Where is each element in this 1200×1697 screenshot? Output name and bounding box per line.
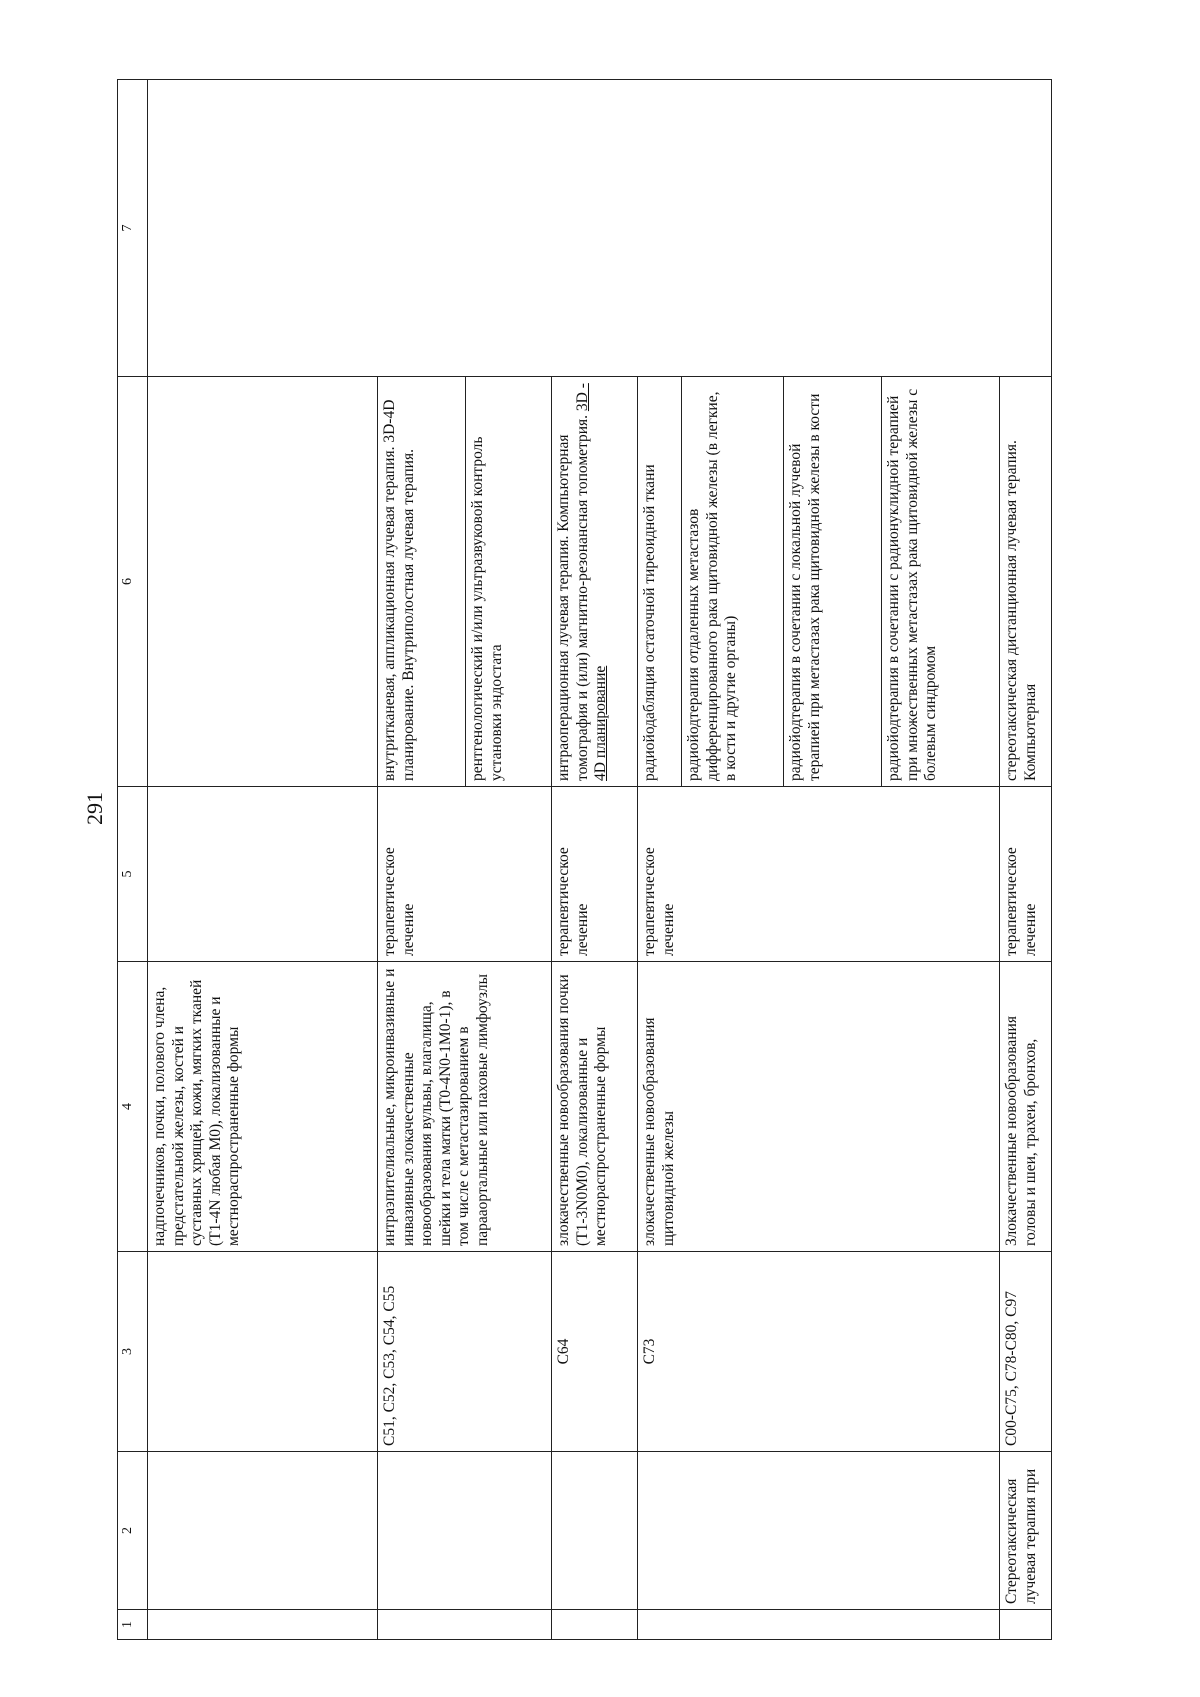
treatment-type-cell: терапевтическое лечение: [378, 787, 552, 962]
icd-codes-cell: C51, C52, C53, C54, C55: [378, 1252, 552, 1452]
treatment-method-cell: [552, 377, 638, 787]
treatment-method-cell: радиойодабляция остаточной тиреоидной ткани: [638, 377, 682, 787]
column-number-5: 5: [118, 787, 148, 962]
diagnosis-cell: злокачественные новообразования почки (T1-3N0M0), локализованные и местнораспространенные формы: [552, 962, 638, 1252]
cell-empty: [378, 1452, 552, 1610]
column-number-1: 1: [118, 1610, 148, 1640]
column-number-3: 3: [118, 1252, 148, 1452]
cell-empty: [1000, 1610, 1052, 1640]
page-number: 291: [82, 792, 107, 825]
cell-empty: [148, 1452, 378, 1610]
diagnosis-cell: Злокачественные новообразования головы и шеи, трахеи, бронхов,: [1000, 962, 1052, 1252]
cell-empty: [148, 1252, 378, 1452]
treatment-type-cell: терапевтическое лечение: [1000, 787, 1052, 962]
treatment-type-cell: терапевтическое лечение: [552, 787, 638, 962]
treatment-method-cell: радиойодтерапия в сочетании с радионуклидной терапией при множественных метастазах рака щитовидной железы с болевым синдромом: [882, 377, 1000, 787]
treatment-method-cell: радиойодтерапия в сочетании с локальной лучевой терапией при метастазах рака щитовидной железы в кости: [784, 377, 882, 787]
rotated-table-container: [117, 80, 1052, 1640]
cell-empty: [552, 1452, 638, 1610]
column-number-7: 7: [118, 80, 148, 377]
treatment-method-underlined: 3D - 4D планирование: [573, 383, 610, 781]
diagnosis-cell: интраэпителиальные, микроинвазивные и инвазивные злокачественные новообразования вульвы, влагалища, шейки и тела матки (T0-4N0-1M0-1), в том числе с метастазированием в парааортальные или паховые лимфоузлы: [378, 962, 552, 1252]
treatment-type-cell: терапевтическое лечение: [638, 787, 1000, 962]
column-number-row: [118, 80, 148, 1640]
cell-empty: [148, 377, 378, 787]
cell-empty: [552, 1610, 638, 1640]
icd-codes-cell: C64: [552, 1252, 638, 1452]
cell-empty: [378, 1610, 552, 1640]
cell-empty: [148, 787, 378, 962]
treatment-method-cell: радиойодтерапия отдаленных метастазов дифференцированного рака щитовидной железы (в легкие, в кости и другие органы): [682, 377, 784, 787]
icd-codes-cell: C73: [638, 1252, 1000, 1452]
cell-empty: [148, 1610, 378, 1640]
icd-codes-cell: C00-C75, C78-C80, C97: [1000, 1252, 1052, 1452]
column-number-4: 4: [118, 962, 148, 1252]
column-7-cell: [148, 80, 1052, 377]
treatment-method-text: интраоперационная лучевая терапия. Компьютерная томография и (или) магнитно-резонансная топометрия.: [555, 414, 591, 781]
column-number-2: 2: [118, 1452, 148, 1610]
cell-empty: [638, 1610, 1000, 1640]
cell-empty: [638, 1452, 1000, 1610]
column-number-6: 6: [118, 377, 148, 787]
medical-care-table: [117, 79, 1052, 1640]
treatment-method-cell: рентгенологический и/или ультразвуковой контроль установки эндостата: [466, 377, 552, 787]
treatment-method-cell: стереотаксическая дистанционная лучевая терапия. Компьютерная: [1000, 377, 1052, 787]
diagnosis-cell: надпочечников, почки, полового члена, предстательной железы, костей и суставных хрящей, кожи, мягких тканей (T1-4N любая M0), локализованные и местнораспространенные формы: [148, 962, 378, 1252]
procedure-name-cell: Стереотаксическая лучевая терапия при: [1000, 1452, 1052, 1610]
diagnosis-cell: злокачественные новообразования щитовидной железы: [638, 962, 1000, 1252]
table-row: [148, 80, 378, 1640]
treatment-method-cell: внутритканевая, аппликационная лучевая терапия. 3D-4D планирование. Внутриполостная лучевая терапия.: [378, 377, 466, 787]
